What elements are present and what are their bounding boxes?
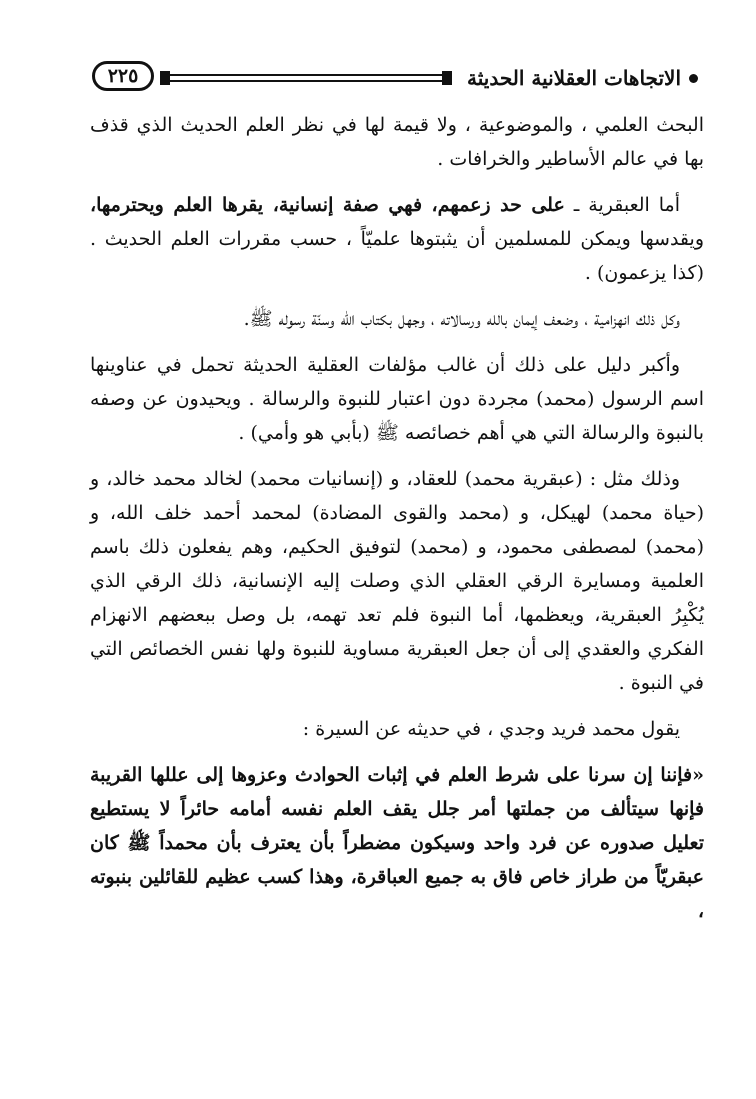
page-number-badge	[92, 61, 154, 91]
paragraph-bold-text: على حد زعمهم، فهي صفة إنسانية، يقرها العلم ويحترمها،	[90, 194, 565, 216]
paragraph	[90, 108, 704, 176]
paragraph-text: وذلك مثل : (عبقرية محمد) للعقاد، و (إنسانيات محمد) لخالد محمد خالد، و (حياة محمد) لهيكل، و (محمد والقوى المضادة) لمحمد أحمد خلف الله، و (محمد) لمصطفى محمود، و (محمد) لتوفيق الحكيم، وهم يفعلون ذلك باسم العلمية ومسايرة الرقي العقلي الذي وصلت إليه الإنسانية، ذلك الرقي الذي يُكْبِرُ العبقرية، ويعظمها، أما النبوة فلم تعد تهمه، بل وصل ببعضهم الانهزام الفكري والعقدي إلى أن جعل العبقرية مساوية للنبوة ولها نفس الخصائص التي في النبوة .	[90, 468, 704, 694]
paragraph	[90, 462, 704, 700]
quotation-text: «فإننا إن سرنا على شرط العلم في إثبات الحوادث وعزوها إلى عللها القريبة فإنها سيتألف من جملتها أمر جلل يقف العلم نفسه أمامه حائراً لا يستطيع تعليل صدوره عن فرد واحد وسيكون مضطراً بأن يعترف بأن محمداً ﷺ كان عبقريّاً من طراز خاص فاق به جميع العباقرة، وهذا كسب عظيم للقائلين بنبوته ،	[90, 764, 704, 922]
paragraph-lead: أما العبقرية ـ	[564, 194, 681, 216]
header-rule-line	[160, 74, 452, 76]
header-rule	[160, 71, 452, 85]
header-rule-line	[160, 80, 452, 82]
paragraph-text: البحث العلمي ، والموضوعية ، ولا قيمة لها في نظر العلم الحديث الذي قذف بها في عالم الأساطير والخرافات .	[90, 114, 704, 170]
chapter-title: الاتجاهات العقلانية الحديثة	[467, 66, 681, 90]
bullet-icon	[689, 74, 698, 83]
running-header	[92, 60, 698, 96]
body-text	[90, 108, 704, 928]
header-rule-end-block	[160, 71, 170, 85]
paragraph-text: وأكبر دليل على ذلك أن غالب مؤلفات العقلية الحديثة تحمل في عناوينها اسم الرسول (محمد) مجردة دون اعتبار للنبوة والرسالة . ويحيدون عن وصفه بالنبوة والرسالة التي هي أهم خصائصه ﷺ (بأبي هو وأمي) .	[90, 354, 704, 444]
header-title-group	[467, 60, 698, 96]
quotation	[90, 758, 704, 928]
paragraph	[90, 712, 704, 746]
paragraph	[90, 188, 704, 290]
paragraph-text: ويقدسها ويمكن للمسلمين أن يثبتوها علميّاً ، حسب مقررات العلم الحديث . (كذا يزعمون) .	[90, 228, 704, 284]
paragraph	[90, 348, 704, 450]
paragraph-text: يقول محمد فريد وجدي ، في حديثه عن السيرة :	[302, 718, 680, 740]
page-number: ٢٢٥	[107, 65, 139, 87]
paragraph	[90, 302, 704, 336]
header-rule-end-block	[442, 71, 452, 85]
paragraph-text: وكل ذلك انهزامية ، وضعف إيمان بالله ورسالاته ، وجهل بكتاب الله وسنّة رسوله ﷺ.	[243, 308, 680, 330]
